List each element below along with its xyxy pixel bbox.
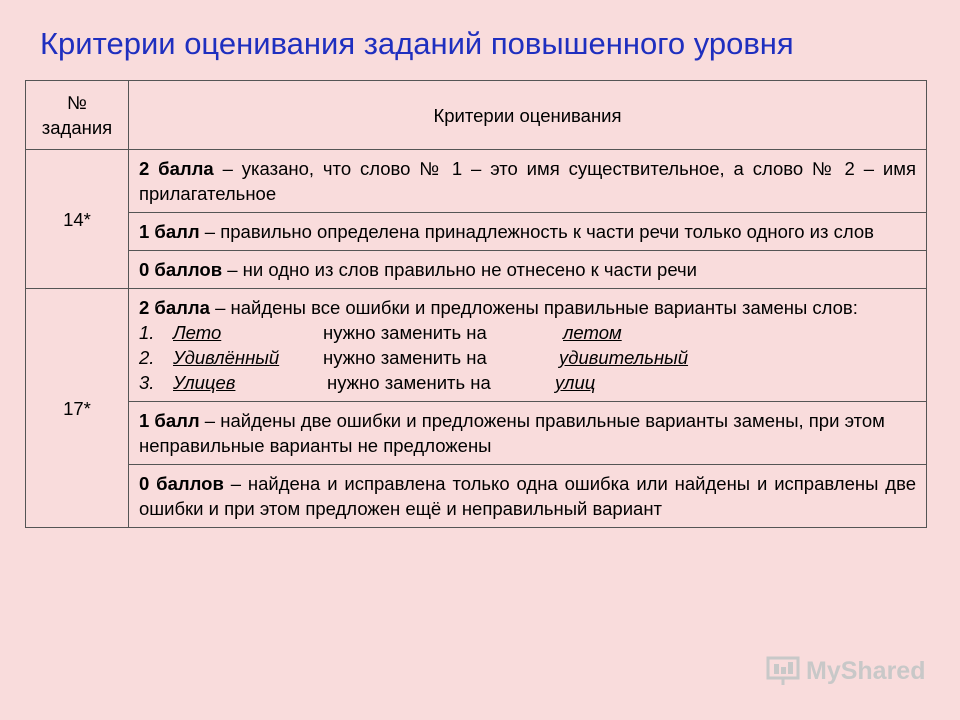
correct-word: летом <box>563 322 622 343</box>
table-row <box>26 289 927 402</box>
page-title: Критерии оценивания заданий повышенного уровня <box>40 26 794 61</box>
score-label: 1 балл <box>139 410 200 431</box>
item-instruction: нужно заменить на <box>323 347 487 368</box>
list-item <box>139 320 916 345</box>
header-num-sign: № <box>67 92 87 113</box>
item-number: 3. <box>139 372 155 393</box>
criterion-cell <box>129 289 927 402</box>
score-label: 2 балла <box>139 297 210 318</box>
correct-word: удивительный <box>559 347 689 368</box>
watermark-text: MyShared <box>806 656 926 685</box>
item-instruction: нужно заменить на <box>327 372 491 393</box>
score-label: 0 баллов <box>139 259 223 280</box>
criterion-cell <box>129 465 927 528</box>
criterion-text: – найдены все ошибки и предложены правильные варианты замены слов: <box>209 297 858 318</box>
header-num-label: задания <box>41 117 113 138</box>
wrong-word: Лето <box>173 322 222 343</box>
criterion-intro <box>139 295 916 320</box>
table-row <box>26 150 927 213</box>
criterion-text: – правильно определена принадлежность к части речи только одного из слов <box>199 221 874 242</box>
table-row <box>26 251 927 289</box>
criterion-text: – ни одно из слов правильно не отнесено к части речи <box>222 259 697 280</box>
criterion-cell <box>129 213 927 251</box>
replacement-list <box>139 320 916 395</box>
list-item <box>139 370 916 395</box>
criterion-cell <box>129 150 927 213</box>
item-instruction: нужно заменить на <box>323 322 487 343</box>
criterion-cell <box>129 251 927 289</box>
presentation-icon <box>766 656 800 686</box>
header-criteria: Критерии оценивания <box>129 81 927 150</box>
task-number-17: 17* <box>26 289 129 528</box>
correct-word: улиц <box>555 372 596 393</box>
criterion-text: – указано, что слово № 1 – это имя существительное, а слово № 2 – имя прилагательное <box>139 158 916 204</box>
table-row <box>26 402 927 465</box>
table-header-row <box>26 81 927 150</box>
list-item <box>139 345 916 370</box>
watermark-logo <box>766 656 925 686</box>
criterion-text: – найдены две ошибки и предложены правильные варианты замены, при этом неправильные варианты не предложены <box>139 410 885 456</box>
item-number: 2. <box>139 347 155 368</box>
task-number-14: 14* <box>26 150 129 289</box>
table-row <box>26 465 927 528</box>
table-row <box>26 213 927 251</box>
wrong-word: Улицев <box>173 372 236 393</box>
wrong-word: Удивлённый <box>173 347 280 368</box>
criterion-text: – найдена и исправлена только одна ошибка или найдены и исправлены две ошибки и при этом предложен ещё и неправильный вариант <box>139 473 916 519</box>
criterion-cell <box>129 402 927 465</box>
criteria-table <box>25 80 927 528</box>
item-number: 1. <box>139 322 155 343</box>
header-task-number <box>26 81 129 150</box>
score-label: 2 балла <box>139 158 214 179</box>
score-label: 0 баллов <box>139 473 224 494</box>
score-label: 1 балл <box>139 221 200 242</box>
